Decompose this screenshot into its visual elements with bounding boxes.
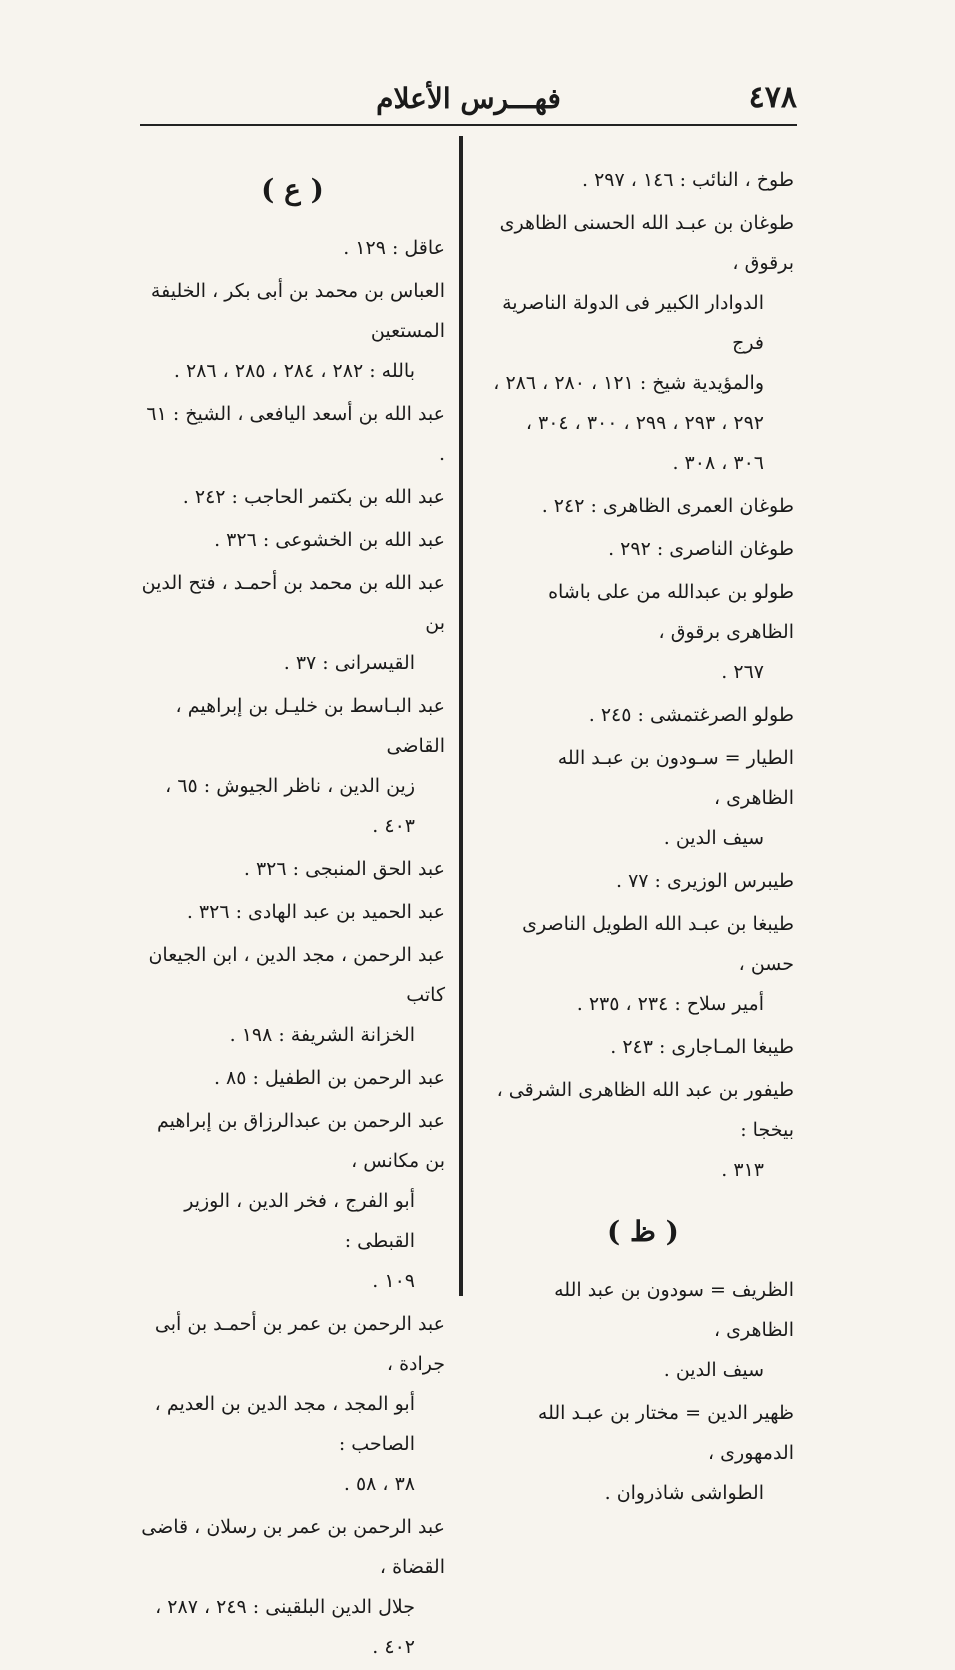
- left-column: [140, 160, 445, 1670]
- entry-continuation-line: ٤٠٢ .: [372, 1636, 415, 1658]
- entry-line: طيبرس الوزيرى : ٧٧ .: [615, 870, 794, 892]
- entry-continuation-line: الخزانة الشريفة : ١٩٨ .: [229, 1024, 415, 1046]
- index-entry: [140, 1058, 445, 1098]
- index-entry: [140, 228, 445, 268]
- entry-continuation-line: أبو الفرج ، فخر الدين ، الوزير القبطى :: [184, 1190, 415, 1252]
- entry-line: عبد الحق المنبجى : ٣٢٦ .: [243, 858, 445, 880]
- entry-line: ظهير الدين = مختار بن عبـد الله الدمهورى ،: [537, 1402, 794, 1464]
- entry-line: عبد الله بن محمد بن أحمـد ، فتح الدين بن: [141, 572, 445, 634]
- index-entry: [140, 271, 445, 391]
- entry-line: عبد الرحمن بن عبدالرزاق بن إبراهيم بن مكانس ،: [156, 1110, 445, 1172]
- index-entry: [492, 160, 794, 200]
- index-entry: [492, 1393, 794, 1513]
- entry-line: عبد الله بن الخشوعى : ٣٢٦ .: [214, 529, 445, 551]
- index-entry: [140, 686, 445, 846]
- index-entry: [492, 695, 794, 735]
- entry-continuation-line: والمؤيدية شيخ : ١٢١ ، ٢٨٠ ، ٢٨٦ ،: [493, 372, 764, 394]
- entry-continuation-line: ٣٠٦ ، ٣٠٨ .: [672, 452, 764, 474]
- index-entry: [492, 572, 794, 692]
- index-entry: [492, 861, 794, 901]
- index-entry: [492, 1027, 794, 1067]
- index-entry: [140, 520, 445, 560]
- entry-continuation-line: بالله : ٢٨٢ ، ٢٨٤ ، ٢٨٥ ، ٢٨٦ .: [173, 360, 415, 382]
- entry-continuation-line: ٣١٣ .: [721, 1159, 764, 1181]
- right-entries-bottom: [492, 1270, 794, 1513]
- index-entry: [140, 477, 445, 517]
- entry-line: الظريف = سودون بن عبد الله الظاهرى ،: [554, 1279, 794, 1341]
- index-entry: [140, 563, 445, 683]
- entry-line: عاقل : ١٢٩ .: [343, 237, 445, 259]
- entry-line: عبد الرحمن بن الطفيل : ٨٥ .: [213, 1067, 445, 1089]
- entry-line: طيبغا بن عبـد الله الطويل الناصرى حسن ،: [522, 913, 794, 975]
- entry-continuation-line: سيف الدين .: [663, 827, 764, 849]
- entry-line: عبد الله بن أسعد اليافعى ، الشيخ : ٦١ .: [146, 403, 445, 465]
- entry-continuation-line: ١٠٩ .: [372, 1270, 415, 1292]
- page-title: فهـــرس الأعلام: [376, 82, 561, 115]
- entry-line: عبد الله بن بكتمر الحاجب : ٢٤٢ .: [182, 486, 445, 508]
- index-entry: [492, 529, 794, 569]
- index-entry: [140, 1101, 445, 1301]
- entry-line: عبد الرحمن بن عمر بن أحمـد بن أبى جرادة ،: [154, 1313, 445, 1375]
- index-entry: [140, 394, 445, 474]
- entry-continuation-line: سيف الدين .: [663, 1359, 764, 1381]
- index-entry: [140, 1304, 445, 1504]
- index-entry: [492, 1070, 794, 1190]
- entry-line: طوغان بن عبـد الله الحسنى الظاهرى برقوق ،: [499, 212, 794, 274]
- entry-line: طيفور بن عبد الله الظاهرى الشرقى ، بيخجا :: [496, 1079, 794, 1141]
- entry-continuation-line: ٣٨ ، ٥٨ .: [343, 1473, 415, 1495]
- entry-line: الطيار = سـودون بن عبـد الله الظاهرى ،: [557, 747, 794, 809]
- entry-line: عبد البـاسط بن خليـل بن إبراهيم ، القاضى: [175, 695, 445, 757]
- index-entry: [492, 738, 794, 858]
- right-column: [492, 160, 794, 1516]
- section-letter-ain: ( ع ): [261, 173, 324, 206]
- entry-line: طوغان الناصرى : ٢٩٢ .: [608, 538, 794, 560]
- entry-continuation-line: أبو المجد ، مجد الدين بن العديم ، الصاحب :: [154, 1393, 415, 1455]
- index-entry: [140, 892, 445, 932]
- entry-line: طيبغا المـاجارى : ٢٤٣ .: [610, 1036, 794, 1058]
- entry-continuation-line: ٢٩٢ ، ٢٩٣ ، ٢٩٩ ، ٣٠٠ ، ٣٠٤ ،: [525, 412, 764, 434]
- entry-continuation-line: جلال الدين البلقينى : ٢٤٩ ، ٢٨٧ ،: [155, 1596, 415, 1618]
- entry-line: طولو الصرغتمشى : ٢٤٥ .: [588, 704, 794, 726]
- index-entry: [140, 935, 445, 1055]
- index-entry: [140, 1507, 445, 1667]
- entry-line: عبد الحميد بن عبد الهادى : ٣٢٦ .: [186, 901, 445, 923]
- column-divider: [459, 136, 463, 1296]
- entry-continuation-line: أمير سلاح : ٢٣٤ ، ٢٣٥ .: [576, 993, 764, 1015]
- index-entry: [492, 486, 794, 526]
- right-entries-top: [492, 160, 794, 1190]
- index-entry: [492, 203, 794, 483]
- index-entry: [492, 904, 794, 1024]
- section-letter-zah: ( ظ ): [607, 1215, 679, 1248]
- entry-continuation-line: القيسرانى : ٣٧ .: [283, 652, 415, 674]
- entry-continuation-line: الدوادار الكبير فى الدولة الناصرية فرج: [502, 292, 764, 354]
- index-entry: [140, 849, 445, 889]
- entry-continuation-line: زين الدين ، ناظر الجيوش : ٦٥ ، ٤٠٣ .: [165, 775, 415, 837]
- entry-line: العباس بن محمد بن أبى بكر ، الخليفة المستعين: [150, 280, 445, 342]
- page-number: ٤٧٨: [748, 80, 797, 115]
- left-entries: [140, 228, 445, 1667]
- entry-continuation-line: ٢٦٧ .: [721, 661, 764, 683]
- entry-line: عبد الرحمن ، مجد الدين ، ابن الجيعان كاتب: [148, 944, 445, 1006]
- index-entry: [492, 1270, 794, 1390]
- page-header: [140, 80, 797, 124]
- entry-line: عبد الرحمن بن عمر بن رسلان ، قاضى القضاة ،: [141, 1516, 445, 1578]
- entry-line: طوغان العمرى الظاهرى : ٢٤٢ .: [541, 495, 794, 517]
- entry-line: طولو بن عبدالله من على باشاه الظاهرى برقوق ،: [548, 581, 794, 643]
- entry-line: طوخ ، النائب : ١٤٦ ، ٢٩٧ .: [582, 169, 794, 191]
- header-rule: [140, 124, 797, 126]
- entry-continuation-line: الطواشى شاذروان .: [604, 1482, 764, 1504]
